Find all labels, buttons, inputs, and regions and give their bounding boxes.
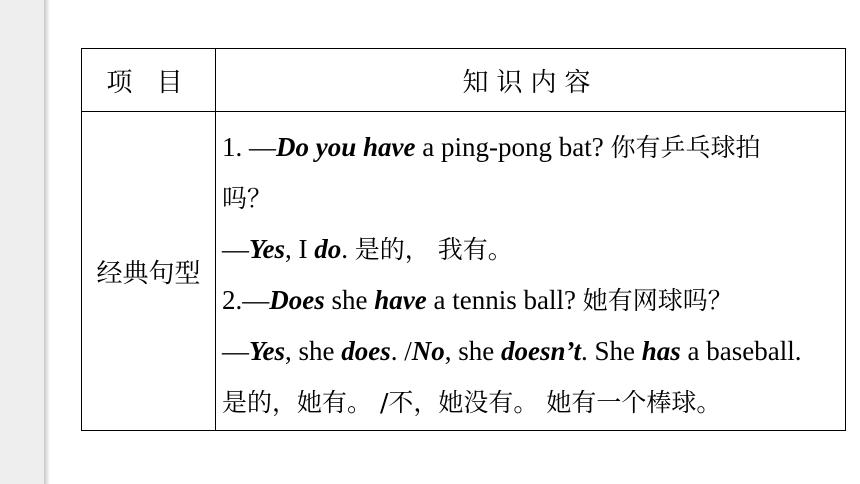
translation-text: 她有网球吗？ [582, 286, 733, 315]
table-header-row [82, 49, 846, 112]
key-word: Yes [249, 234, 285, 264]
dash: — [222, 336, 249, 366]
left-margin-band [0, 0, 44, 484]
translation-text: 你有乒乓球拍 [610, 133, 761, 162]
sentence-text: a baseball. [680, 336, 802, 366]
header-content: 知识内容 [216, 49, 846, 112]
sentence-text: . / [390, 336, 412, 366]
sentence-text: , she [285, 336, 342, 366]
sentence-line-5 [222, 326, 839, 377]
item-number: 1. — [222, 132, 276, 162]
sentence-text: . [341, 234, 355, 264]
left-margin-shadow [44, 0, 50, 484]
key-word: does [341, 336, 391, 366]
sentence-line-3 [222, 224, 839, 275]
header-item: 项 目 [82, 49, 216, 112]
sentence-line-4 [222, 275, 839, 326]
sentence-text: a tennis ball? [426, 285, 583, 315]
row-content [216, 112, 846, 431]
translation-text: 是的， 我有。 [354, 235, 513, 264]
knowledge-table [81, 48, 846, 431]
translation-text: 是的，她有。 /不，她没有。 她有一个棒球。 [222, 388, 722, 417]
sentence-text: , she [444, 336, 502, 366]
table-row [82, 112, 846, 431]
sentence-text: a ping-pong bat? [415, 132, 611, 162]
row-label: 经典句型 [82, 112, 216, 431]
sentence-line-1 [222, 122, 839, 173]
key-word: Yes [249, 336, 285, 366]
dash: — [222, 234, 249, 264]
sentence-line-2 [222, 173, 839, 224]
key-word: doesn’t [501, 336, 582, 366]
item-number: 2.— [222, 285, 270, 315]
sentence-text: . She [581, 336, 642, 366]
sentence-line-6 [222, 377, 839, 428]
key-phrase: Do you have [276, 132, 416, 162]
key-word: has [641, 336, 681, 366]
sentence-text: , I [285, 234, 315, 264]
key-word: No [411, 336, 445, 366]
sentence-text: she [324, 285, 375, 315]
key-word: have [374, 285, 427, 315]
key-word: Does [269, 285, 325, 315]
key-word: do [314, 234, 342, 264]
translation-text: 吗？ [222, 184, 273, 213]
